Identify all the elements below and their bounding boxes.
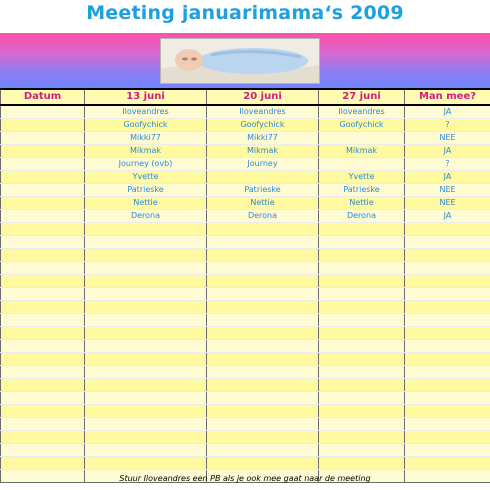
20-juni-cell: Goofychick xyxy=(207,119,319,132)
empty-cell xyxy=(207,353,319,366)
empty-cell xyxy=(207,366,319,379)
empty-cell xyxy=(319,236,405,249)
empty-cell xyxy=(319,223,405,236)
empty-cell xyxy=(1,392,85,405)
empty-cell xyxy=(85,431,207,444)
datum-cell xyxy=(1,145,85,158)
datum-cell xyxy=(1,210,85,223)
meeting-table xyxy=(0,88,490,483)
empty-cell xyxy=(319,327,405,340)
empty-cell xyxy=(207,249,319,262)
27-juni-cell: Iloveandres xyxy=(319,105,405,119)
man-mee-cell: NEE xyxy=(405,132,490,145)
header-man-mee: Man mee? xyxy=(405,89,490,105)
20-juni-cell: Journey xyxy=(207,158,319,171)
empty-cell xyxy=(1,288,85,301)
baby-photo-image xyxy=(161,39,319,83)
empty-cell xyxy=(85,444,207,457)
empty-cell xyxy=(207,340,319,353)
empty-cell xyxy=(405,392,490,405)
header-datum: Datum xyxy=(1,89,85,105)
datum-cell xyxy=(1,119,85,132)
empty-cell xyxy=(207,262,319,275)
empty-row xyxy=(1,431,490,444)
empty-row xyxy=(1,457,490,470)
27-juni-cell: Goofychick xyxy=(319,119,405,132)
man-mee-cell: JA xyxy=(405,210,490,223)
empty-cell xyxy=(85,392,207,405)
empty-row xyxy=(1,353,490,366)
empty-row xyxy=(1,405,490,418)
27-juni-cell: Nettie xyxy=(319,197,405,210)
table-row xyxy=(1,197,490,210)
header-20-juni: 20 juni xyxy=(207,89,319,105)
empty-cell xyxy=(85,327,207,340)
empty-cell xyxy=(1,353,85,366)
empty-row xyxy=(1,418,490,431)
man-mee-cell: ? xyxy=(405,119,490,132)
empty-cell xyxy=(207,379,319,392)
27-juni-cell xyxy=(319,132,405,145)
empty-row xyxy=(1,288,490,301)
13-juni-cell: Goofychick xyxy=(85,119,207,132)
baby-photo xyxy=(160,38,320,84)
empty-cell xyxy=(405,418,490,431)
empty-row xyxy=(1,262,490,275)
table-row xyxy=(1,158,490,171)
table-row xyxy=(1,119,490,132)
datum-cell xyxy=(1,197,85,210)
empty-cell xyxy=(207,405,319,418)
13-juni-cell: Iloveandres xyxy=(85,105,207,119)
27-juni-cell xyxy=(319,158,405,171)
man-mee-cell: NEE xyxy=(405,184,490,197)
table-row xyxy=(1,132,490,145)
27-juni-cell: Mikmak xyxy=(319,145,405,158)
empty-cell xyxy=(319,288,405,301)
empty-cell xyxy=(319,457,405,470)
empty-cell xyxy=(405,379,490,392)
empty-row xyxy=(1,327,490,340)
empty-cell xyxy=(319,392,405,405)
man-mee-cell: ? xyxy=(405,158,490,171)
empty-cell xyxy=(207,236,319,249)
empty-cell xyxy=(405,262,490,275)
empty-cell xyxy=(319,262,405,275)
empty-cell xyxy=(319,418,405,431)
table-row xyxy=(1,145,490,158)
empty-cell xyxy=(207,314,319,327)
empty-cell xyxy=(405,236,490,249)
empty-cell xyxy=(319,353,405,366)
empty-cell xyxy=(207,301,319,314)
empty-cell xyxy=(207,327,319,340)
empty-cell xyxy=(1,249,85,262)
table-row xyxy=(1,105,490,119)
empty-cell xyxy=(405,249,490,262)
footer-note: Stuur Iloveandres een PB als je ook mee gaat naar de meeting xyxy=(119,474,371,483)
empty-row xyxy=(1,366,490,379)
empty-cell xyxy=(319,379,405,392)
empty-cell xyxy=(319,249,405,262)
empty-cell xyxy=(405,327,490,340)
empty-cell xyxy=(85,366,207,379)
datum-cell xyxy=(1,184,85,197)
empty-cell xyxy=(1,431,85,444)
20-juni-cell: Derona xyxy=(207,210,319,223)
empty-cell xyxy=(207,288,319,301)
empty-row xyxy=(1,236,490,249)
empty-row xyxy=(1,444,490,457)
datum-cell xyxy=(1,158,85,171)
empty-cell xyxy=(319,431,405,444)
20-juni-cell: Iloveandres xyxy=(207,105,319,119)
20-juni-cell: Mikmak xyxy=(207,145,319,158)
empty-cell xyxy=(405,288,490,301)
empty-cell xyxy=(85,275,207,288)
empty-cell xyxy=(207,457,319,470)
table-header-row xyxy=(1,89,490,105)
empty-cell xyxy=(85,379,207,392)
empty-cell xyxy=(405,431,490,444)
empty-row xyxy=(1,314,490,327)
13-juni-cell: Mikmak xyxy=(85,145,207,158)
empty-cell xyxy=(1,366,85,379)
empty-row xyxy=(1,223,490,236)
empty-cell xyxy=(405,314,490,327)
13-juni-cell: Derona xyxy=(85,210,207,223)
13-juni-cell: Nettie xyxy=(85,197,207,210)
table-row xyxy=(1,171,490,184)
datum-cell xyxy=(1,132,85,145)
empty-cell xyxy=(207,223,319,236)
empty-cell xyxy=(405,275,490,288)
empty-cell xyxy=(85,288,207,301)
empty-cell xyxy=(207,275,319,288)
empty-cell xyxy=(85,301,207,314)
empty-cell xyxy=(85,262,207,275)
man-mee-cell: JA xyxy=(405,105,490,119)
27-juni-cell: Patrieske xyxy=(319,184,405,197)
empty-cell xyxy=(85,223,207,236)
27-juni-cell: Derona xyxy=(319,210,405,223)
20-juni-cell xyxy=(207,171,319,184)
empty-cell xyxy=(405,366,490,379)
13-juni-cell: Journey (ovb) xyxy=(85,158,207,171)
empty-cell xyxy=(405,457,490,470)
20-juni-cell: Mikki77 xyxy=(207,132,319,145)
man-mee-cell: JA xyxy=(405,171,490,184)
header-13-juni: 13 juni xyxy=(85,89,207,105)
empty-cell xyxy=(319,301,405,314)
empty-cell xyxy=(1,301,85,314)
page-title: Meeting januarimama‘s 2009 xyxy=(86,2,404,24)
empty-cell xyxy=(207,418,319,431)
empty-cell xyxy=(405,301,490,314)
empty-cell xyxy=(405,340,490,353)
empty-cell xyxy=(85,340,207,353)
empty-cell xyxy=(207,392,319,405)
27-juni-cell: Yvette xyxy=(319,171,405,184)
empty-cell xyxy=(207,444,319,457)
empty-cell xyxy=(85,353,207,366)
empty-row xyxy=(1,392,490,405)
empty-row xyxy=(1,275,490,288)
empty-cell xyxy=(405,444,490,457)
empty-row xyxy=(1,379,490,392)
empty-cell xyxy=(1,418,85,431)
empty-cell xyxy=(85,314,207,327)
empty-cell xyxy=(1,379,85,392)
13-juni-cell: Mikki77 xyxy=(85,132,207,145)
empty-cell xyxy=(85,236,207,249)
empty-cell xyxy=(319,405,405,418)
empty-cell xyxy=(319,444,405,457)
empty-cell xyxy=(1,327,85,340)
empty-cell xyxy=(405,405,490,418)
header-27-juni: 27 juni xyxy=(319,89,405,105)
empty-cell xyxy=(1,223,85,236)
empty-cell xyxy=(207,431,319,444)
empty-cell xyxy=(319,275,405,288)
empty-cell xyxy=(319,366,405,379)
empty-row xyxy=(1,301,490,314)
datum-cell xyxy=(1,105,85,119)
empty-cell xyxy=(1,405,85,418)
empty-cell xyxy=(1,262,85,275)
empty-cell xyxy=(85,457,207,470)
man-mee-cell: JA xyxy=(405,145,490,158)
man-mee-cell: NEE xyxy=(405,197,490,210)
empty-cell xyxy=(85,418,207,431)
table-body xyxy=(1,105,490,483)
empty-row xyxy=(1,249,490,262)
empty-cell xyxy=(1,457,85,470)
empty-cell xyxy=(319,314,405,327)
13-juni-cell: Patrieske xyxy=(85,184,207,197)
empty-cell xyxy=(1,340,85,353)
empty-cell xyxy=(1,236,85,249)
13-juni-cell: Yvette xyxy=(85,171,207,184)
empty-row xyxy=(1,340,490,353)
20-juni-cell: Patrieske xyxy=(207,184,319,197)
datum-cell xyxy=(1,171,85,184)
empty-cell xyxy=(405,223,490,236)
empty-cell xyxy=(319,340,405,353)
empty-cell xyxy=(1,444,85,457)
empty-cell xyxy=(1,314,85,327)
20-juni-cell: Nettie xyxy=(207,197,319,210)
table-row xyxy=(1,210,490,223)
table-row xyxy=(1,184,490,197)
empty-cell xyxy=(1,275,85,288)
empty-cell xyxy=(85,405,207,418)
empty-cell xyxy=(405,353,490,366)
empty-cell xyxy=(85,249,207,262)
